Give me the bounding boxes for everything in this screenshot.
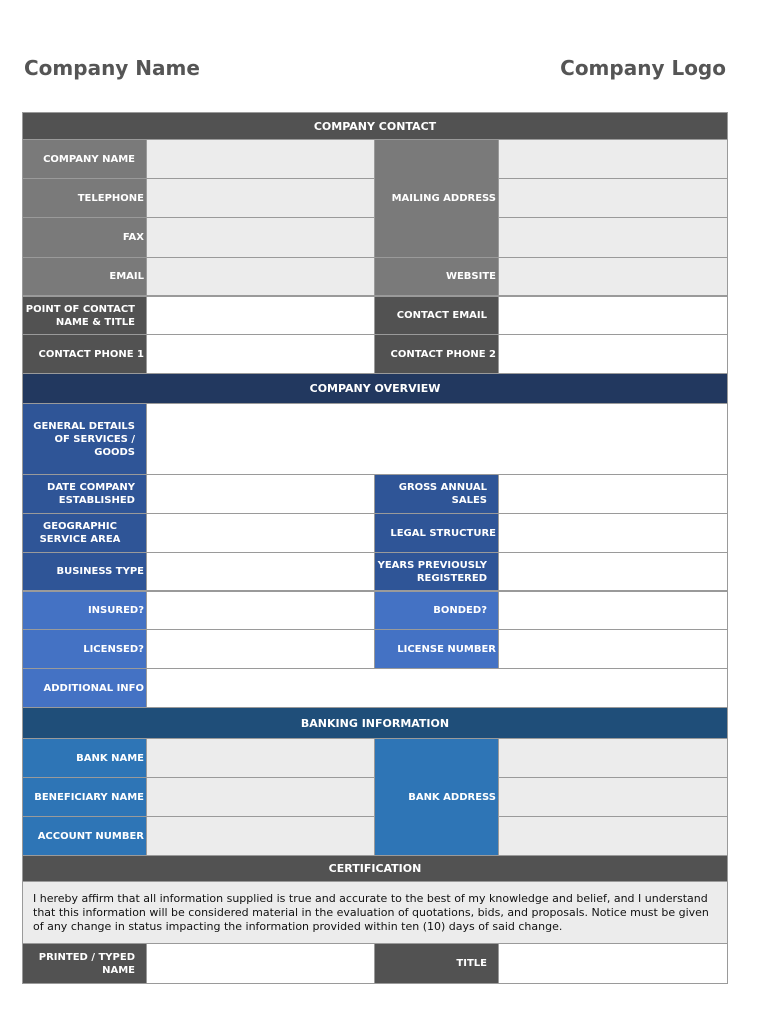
licensed-label: LICENSED? [23, 630, 147, 668]
section-header-company-contact [23, 113, 727, 140]
banking-block [23, 739, 727, 856]
gross-annual-sales-label: GROSS ANNUAL SALES [375, 475, 499, 513]
contact-phone-1-field[interactable] [147, 335, 375, 373]
licensed-field[interactable] [147, 630, 375, 668]
vendor-form [22, 112, 728, 984]
legal-structure-label: LEGAL STRUCTURE [375, 514, 499, 552]
beneficiary-name-field[interactable] [147, 778, 375, 816]
license-number-field[interactable] [499, 630, 727, 668]
years-registered-label: YEARS PREVIOUSLY REGISTERED [375, 553, 499, 590]
account-number-label: ACCOUNT NUMBER [23, 817, 147, 855]
section-title: CERTIFICATION [328, 862, 422, 875]
section-title: BANKING INFORMATION [300, 716, 450, 730]
business-type-field[interactable] [147, 553, 375, 590]
bank-address-field-3[interactable] [499, 817, 727, 855]
fax-field[interactable] [147, 218, 375, 257]
gross-annual-sales-field[interactable] [499, 475, 727, 513]
insured-label: INSURED? [23, 592, 147, 629]
bank-name-field[interactable] [147, 739, 375, 777]
bank-address-field-2[interactable] [499, 778, 727, 817]
website-field[interactable] [499, 258, 727, 295]
bank-address-label: BANK ADDRESS [375, 739, 499, 855]
general-details-label: GENERAL DETAILS OF SERVICES / GOODS [23, 404, 147, 474]
certification-statement: I hereby affirm that all information supplied is true and accurate to the best of my knowledge and belief, and I understand that this information will be considered material in the evaluation of quotations, bids, and proposals. Notice must be given of any change in status impacting the information provided within ten (10) days of said change. [23, 882, 727, 943]
telephone-label: TELEPHONE [23, 179, 147, 217]
printed-name-field[interactable] [147, 944, 375, 983]
contact-email-label: CONTACT EMAIL [375, 297, 499, 334]
years-registered-field[interactable] [499, 553, 727, 590]
printed-name-label: PRINTED / TYPED NAME [23, 944, 147, 983]
additional-info-label: ADDITIONAL INFO [23, 669, 147, 707]
additional-info-field[interactable] [147, 669, 727, 707]
bank-address-field-1[interactable] [499, 739, 727, 778]
email-field[interactable] [147, 258, 375, 295]
company-name-field[interactable] [147, 140, 375, 178]
section-title: COMPANY CONTACT [313, 119, 437, 133]
contact-email-field[interactable] [499, 297, 727, 334]
email-label: EMAIL [23, 258, 147, 295]
contact-block [23, 140, 727, 258]
company-name-heading: Company Name [24, 56, 200, 80]
title-label: TITLE [375, 944, 499, 983]
company-name-label: COMPANY NAME [23, 140, 147, 178]
point-of-contact-label: POINT OF CONTACT NAME & TITLE [23, 297, 147, 334]
license-number-label: LICENSE NUMBER [375, 630, 499, 668]
telephone-field[interactable] [147, 179, 375, 217]
date-established-field[interactable] [147, 475, 375, 513]
insured-field[interactable] [147, 592, 375, 629]
section-header-banking-information [23, 708, 727, 739]
section-header-company-overview [23, 374, 727, 404]
contact-phone-2-label: CONTACT PHONE 2 [375, 335, 499, 373]
contact-phone-1-label: CONTACT PHONE 1 [23, 335, 147, 373]
page-header [0, 0, 768, 112]
beneficiary-name-label: BENEFICIARY NAME [23, 778, 147, 816]
date-established-label: DATE COMPANY ESTABLISHED [23, 475, 147, 513]
fax-label: FAX [23, 218, 147, 257]
section-title: COMPANY OVERVIEW [309, 382, 441, 395]
business-type-label: BUSINESS TYPE [23, 553, 147, 590]
geographic-area-label: GEOGRAPHIC SERVICE AREA [23, 514, 147, 552]
legal-structure-field[interactable] [499, 514, 727, 552]
general-details-field[interactable] [147, 404, 727, 474]
mailing-address-label: MAILING ADDRESS [375, 140, 499, 257]
contact-phone-2-field[interactable] [499, 335, 727, 373]
account-number-field[interactable] [147, 817, 375, 855]
company-logo-placeholder: Company Logo [560, 56, 726, 80]
point-of-contact-field[interactable] [147, 297, 375, 334]
mailing-address-field-2[interactable] [499, 179, 727, 218]
mailing-address-field-1[interactable] [499, 140, 727, 179]
website-label: WEBSITE [375, 258, 499, 295]
bonded-label: BONDED? [375, 592, 499, 629]
geographic-area-field[interactable] [147, 514, 375, 552]
bank-name-label: BANK NAME [23, 739, 147, 777]
section-header-certification [23, 856, 727, 882]
bonded-field[interactable] [499, 592, 727, 629]
title-field[interactable] [499, 944, 727, 983]
mailing-address-field-3[interactable] [499, 218, 727, 257]
